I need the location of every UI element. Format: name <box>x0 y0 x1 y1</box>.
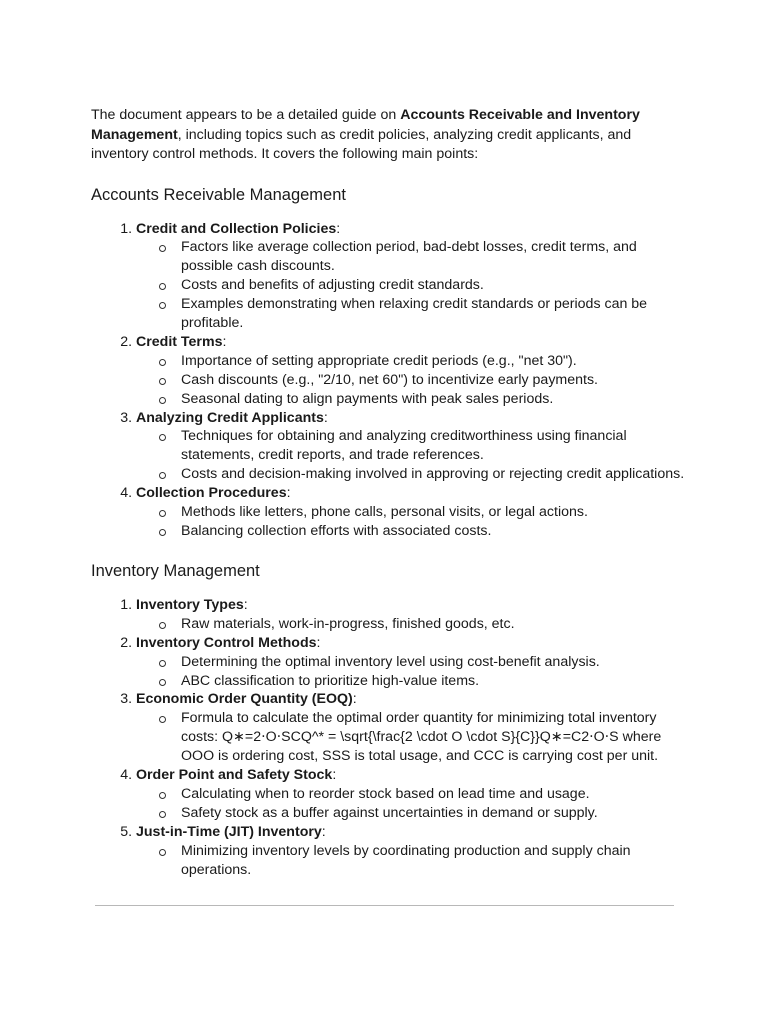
item-title: Order Point and Safety Stock <box>136 767 333 784</box>
intro-text-before: The document appears to be a detailed guide on <box>91 107 401 123</box>
list-item <box>136 484 691 541</box>
sub-bullet-item: Costs and benefits of adjusting credit standards. <box>181 276 691 295</box>
sub-bullet-list <box>136 615 691 634</box>
list-item <box>136 823 691 880</box>
intro-bold-topic: Accounts Receivable and Inventory Management <box>91 107 640 143</box>
sub-bullet-item: Determining the optimal inventory level using cost-benefit analysis. <box>181 653 691 672</box>
sub-bullet-item: Formula to calculate the optimal order quantity for minimizing total inventory costs: Q∗=2⋅O⋅SCQ^* = \sqrt{\frac{2 \cdot O \cdot S}{C}}Q∗=C2⋅O⋅S where OOO is ordering cost, SSS is total usage, and CCC is carrying cost per unit. <box>181 709 691 766</box>
list-item <box>136 766 691 823</box>
sub-bullet-item: Safety stock as a buffer against uncertainties in demand or supply. <box>181 804 691 823</box>
intro-paragraph <box>91 106 691 165</box>
sub-bullet-item: Cash discounts (e.g., "2/10, net 60") to incentivize early payments. <box>181 371 691 390</box>
item-title-colon: : <box>243 596 248 613</box>
item-title-colon: : <box>323 409 328 426</box>
item-title: Inventory Control Methods <box>136 634 317 651</box>
sub-bullet-item: Minimizing inventory levels by coordinating production and supply chain operations. <box>181 842 691 880</box>
sub-bullet-item: Methods like letters, phone calls, personal visits, or legal actions. <box>181 503 691 522</box>
sub-bullet-list <box>136 427 691 484</box>
section-heading-accounts-receivable: Accounts Receivable Management <box>91 185 346 204</box>
sub-bullet-list <box>136 503 691 541</box>
item-title: Collection Procedures <box>136 485 287 502</box>
section-heading-inventory: Inventory Management <box>91 561 260 580</box>
sub-bullet-item: ABC classification to prioritize high-value items. <box>181 672 691 691</box>
item-title-colon: : <box>332 767 337 784</box>
sub-bullet-item: Seasonal dating to align payments with peak sales periods. <box>181 390 691 409</box>
sub-bullet-item: Calculating when to reorder stock based on lead time and usage. <box>181 785 691 804</box>
item-title-colon: : <box>286 485 291 502</box>
item-title-colon: : <box>336 220 341 237</box>
list-item <box>136 409 691 485</box>
item-title-colon: : <box>321 823 326 840</box>
item-title-colon: : <box>352 691 357 708</box>
document-body <box>91 106 691 880</box>
sub-bullet-item: Factors like average collection period, bad-debt losses, credit terms, and possible cash discounts. <box>181 238 691 276</box>
sub-bullet-list <box>136 709 691 766</box>
sub-bullet-item: Importance of setting appropriate credit periods (e.g., "net 30"). <box>181 352 691 371</box>
list-item <box>136 634 691 691</box>
intro-text-after: , including topics such as credit policies, analyzing credit applicants, and inventory control methods. It covers the following main points: <box>91 126 632 162</box>
sub-bullet-list <box>136 352 691 409</box>
list-item <box>136 596 691 634</box>
item-title: Credit and Collection Policies <box>136 220 337 237</box>
sub-bullet-list <box>136 785 691 823</box>
sub-bullet-item: Balancing collection efforts with associated costs. <box>181 522 691 541</box>
sub-bullet-item: Examples demonstrating when relaxing credit standards or periods can be profitable. <box>181 295 691 333</box>
item-title: Economic Order Quantity (EOQ) <box>136 691 353 708</box>
item-title-colon: : <box>316 634 321 651</box>
list-item <box>136 333 691 409</box>
accounts-receivable-list <box>91 220 691 541</box>
sub-bullet-list <box>136 238 691 333</box>
item-title: Analyzing Credit Applicants <box>136 409 324 426</box>
sub-bullet-item: Raw materials, work-in-progress, finished goods, etc. <box>181 615 691 634</box>
sub-bullet-item: Techniques for obtaining and analyzing creditworthiness using financial statements, credit reports, and trade references. <box>181 427 691 465</box>
sub-bullet-item: Costs and decision-making involved in approving or rejecting credit applications. <box>181 465 691 484</box>
sub-bullet-list <box>136 653 691 691</box>
item-title-colon: : <box>222 333 227 350</box>
inventory-list <box>91 596 691 880</box>
item-title: Credit Terms <box>136 333 223 350</box>
item-title: Just-in-Time (JIT) Inventory <box>136 823 322 840</box>
item-title: Inventory Types <box>136 596 244 613</box>
sub-bullet-list <box>136 842 691 880</box>
horizontal-divider <box>95 905 674 906</box>
list-item <box>136 690 691 766</box>
list-item <box>136 220 691 333</box>
